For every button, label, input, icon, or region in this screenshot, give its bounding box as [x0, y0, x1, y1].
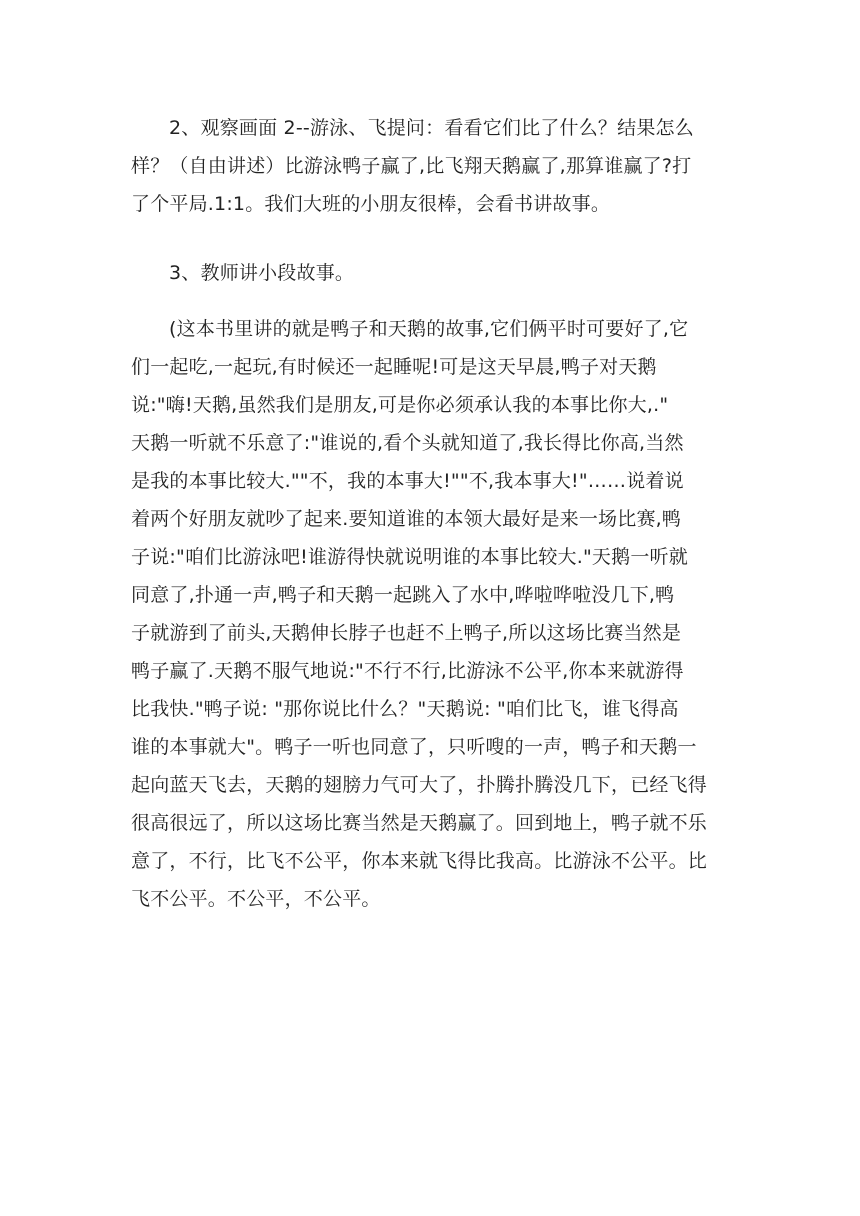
text-line: 是我的本事比较大.""不，我的本事大!""不,我本事大!"……说着说 — [131, 470, 684, 492]
paragraph-teacher-story-heading — [131, 254, 731, 292]
text-line: 3、教师讲小段故事。 — [169, 262, 355, 284]
text-line: 了个平局.1:1。我们大班的小朋友很棒，会看书讲故事。 — [131, 193, 611, 215]
text-line: 说:"嗨!天鹅,虽然我们是朋友,可是你必须承认我的本事比你大,." — [131, 394, 669, 416]
text-line: 样？（自由讲述）比游泳鸭子赢了,比飞翔天鹅赢了,那算谁赢了?打 — [131, 155, 692, 177]
text-line: 着两个好朋友就吵了起来.要知道谁的本领大最好是来一场比赛,鸭 — [131, 508, 682, 530]
paragraph-story-body — [131, 310, 731, 918]
text-line: 谁的本事就大"。鸭子一听也同意了，只听嗖的一声，鸭子和天鹅一 — [131, 736, 697, 758]
text-line: 们一起吃,一起玩,有时候还一起睡呢!可是这天早晨,鸭子对天鹅 — [131, 356, 657, 378]
text-line: 子就游到了前头,天鹅伸长脖子也赶不上鸭子,所以这场比赛当然是 — [131, 622, 682, 644]
text-line: 同意了,扑通一声,鸭子和天鹅一起跳入了水中,哗啦哗啦没几下,鸭 — [131, 584, 675, 606]
text-line: 起向蓝天飞去，天鹅的翅膀力气可大了，扑腾扑腾没几下，已经飞得 — [131, 774, 708, 796]
text-line: 比我快."鸭子说: "那你说比什么？"天鹅说: "咱们比飞，谁飞得高 — [131, 698, 679, 720]
text-line: 天鹅一听就不乐意了:"谁说的,看个头就知道了,我长得比你高,当然 — [131, 432, 684, 454]
paragraph-observe-picture — [131, 109, 731, 223]
text-line: 鸭子赢了.天鹅不服气地说:"不行不行,比游泳不公平,你本来就游得 — [131, 660, 684, 682]
text-line: (这本书里讲的就是鸭子和天鹅的故事,它们俩平时可要好了,它 — [169, 318, 689, 340]
text-line: 2、观察画面 2--游泳、飞提问：看看它们比了什么？结果怎么 — [169, 117, 694, 139]
text-line: 意了，不行，比飞不公平，你本来就飞得比我高。比游泳不公平。比 — [131, 850, 708, 872]
text-line: 子说:"咱们比游泳吧!谁游得快就说明谁的本事比较大."天鹅一听就 — [131, 546, 688, 568]
text-line: 很高很远了，所以这场比赛当然是天鹅赢了。回到地上，鸭子就不乐 — [131, 812, 708, 834]
text-line: 飞不公平。不公平，不公平。 — [131, 888, 381, 910]
